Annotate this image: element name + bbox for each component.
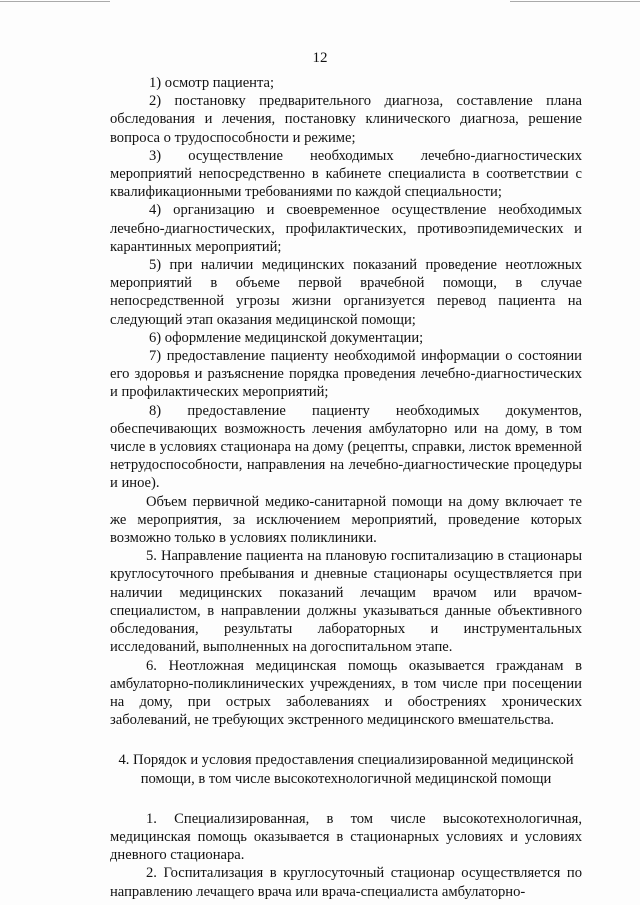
list-item: 5) при наличии медицинских показаний проведение неотложных мероприятий в объеме первой врачебной помощи, в случае непосредственной угрозы жизни организуется перевод пациента на следующий этап оказания медицинской помощи; (110, 257, 582, 328)
paragraph: 5. Направление пациента на плановую госпитализацию в стационары круглосуточного пребывания и дневные стационары осуществляется при наличии медицинских показаний лечащим врачом или врачом-специалистом, в направлении должны указываться данные объективного обследования, результаты лабораторных и инструментальных исследований, выполненных на догоспитальном этапе. (110, 548, 582, 656)
paragraph: 1. Специализированная, в том числе высокотехнологичная, медицинская помощь оказывается в стационарных условиях и условиях дневного стационара. (110, 810, 582, 864)
list-item: 8) предоставление пациенту необходимых документов, обеспечивающих возможность лечения амбулаторно или на дому, в том числе в условиях стационара на дому (рецепты, справки, листок временной нетрудоспособности, направления на лечебно-диагностические процедуры и иное). (110, 402, 582, 492)
list-item: 4) организацию и своевременное осуществление необходимых лечебно-диагностических, профилактических, противоэпидемических и карантинных мероприятий; (110, 202, 582, 255)
section-heading: 4. Порядок и условия предоставления специализированной медицинской помощи, в том числе высокотехнологичной медицинской помощи (118, 752, 574, 787)
list-item: 1) осмотр пациента; (149, 75, 275, 91)
document-body (110, 74, 582, 901)
list-item: 6) оформление медицинской документации; (149, 329, 424, 346)
paragraph: 2. Госпитализация в круглосуточный стационар осуществляется по направлению лечащего врача или врача-специалиста амбулаторно- (110, 865, 582, 900)
paragraph: Объем первичной медико-санитарной помощи на дому включает те же мероприятия, за исключением мероприятий, проведение которых возможно только в условиях поликлиники. (110, 493, 582, 547)
page-number: 12 (312, 50, 328, 66)
paragraph: 6. Неотложная медицинская помощь оказывается гражданам в амбулаторно-поликлинических учреждениях, в том числе при посещении на дому, при острых заболеваниях и обострениях хронических заболеваний, не требующих экстренного медицинского вмешательства. (110, 657, 582, 729)
scan-edge-marks (0, 0, 640, 4)
list-item: 7) предоставление пациенту необходимой информации о состоянии его здоровья и разъяснение порядка проведения лечебно-диагностических и профилактических мероприятий; (110, 348, 582, 401)
list-item: 2) постановку предварительного диагноза, составление плана обследования и лечения, постановку клинического диагноза, решение вопроса о трудоспособности и режиме; (110, 93, 582, 146)
list-item: 3) осуществление необходимых лечебно-диагностических мероприятий непосредственно в кабинете специалиста в соответствии с квалификационными требованиями по каждой специальности; (110, 147, 582, 201)
